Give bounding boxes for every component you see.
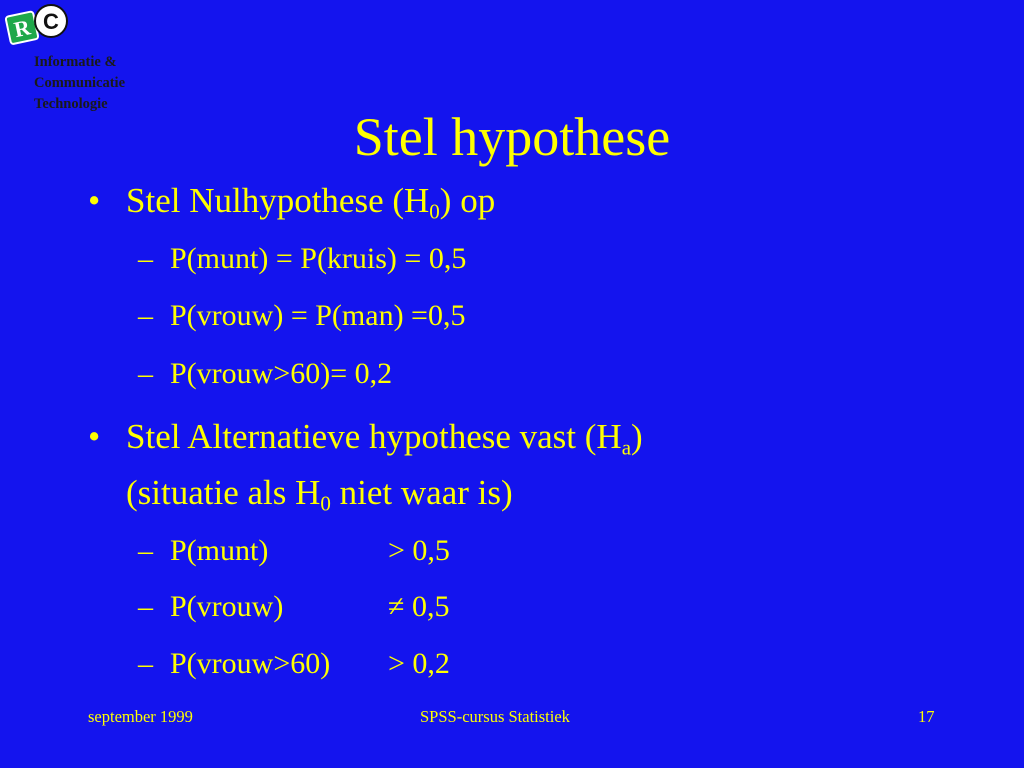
subitem-relation: > 0,5	[388, 534, 450, 567]
dash-glyph: –	[138, 357, 153, 390]
bullet-text: (situatie als H	[126, 473, 321, 512]
bullet-text: )	[631, 417, 643, 456]
logo-letter-r: R	[11, 14, 33, 43]
subitem	[138, 645, 450, 683]
rc-logo	[4, 2, 74, 48]
subitem-text: P(vrouw>60)= 0,2	[170, 357, 393, 390]
bullet-glyph: •	[88, 181, 101, 220]
footer-date: september 1999	[88, 707, 193, 726]
footer-page-number: 17	[918, 707, 935, 726]
subscript: 0	[320, 491, 331, 516]
slide-title: Stel hypothese	[353, 107, 671, 167]
subitem	[138, 588, 450, 626]
subitem	[138, 297, 466, 335]
subscript: a	[621, 435, 632, 460]
subitem-label: P(munt)	[170, 534, 269, 567]
dash-glyph: –	[138, 242, 153, 275]
subitem	[138, 355, 393, 393]
subitem-text: P(vrouw) = P(man) =0,5	[170, 299, 466, 332]
org-line: Informatie &	[34, 54, 117, 70]
bullet-item-alternative-hypothesis	[88, 416, 643, 460]
subitem	[138, 532, 450, 570]
dash-glyph: –	[138, 299, 153, 332]
subitem-relation: ≠ 0,5	[388, 590, 450, 623]
subitem-label: P(vrouw>60)	[170, 647, 331, 680]
bullet-glyph: •	[88, 417, 101, 456]
logo-letter-c: C	[43, 9, 59, 34]
subitem-relation: > 0,2	[388, 647, 450, 680]
bullet-item-continuation	[126, 472, 513, 514]
bullet-item-null-hypothesis	[88, 180, 496, 224]
bullet-text: Stel Alternatieve hypothese vast (H	[126, 417, 622, 456]
dash-glyph: –	[138, 647, 153, 680]
dash-glyph: –	[138, 534, 153, 567]
subitem	[138, 240, 467, 278]
bullet-text: ) op	[439, 181, 496, 220]
subscript: 0	[429, 199, 440, 224]
org-line: Communicatie	[34, 75, 126, 91]
org-line: Technologie	[34, 96, 108, 112]
subitem-text: P(munt) = P(kruis) = 0,5	[170, 242, 467, 275]
footer-course: SPSS-cursus Statistiek	[420, 707, 570, 726]
bullet-text: Stel Nulhypothese (H	[126, 181, 430, 220]
bullet-text: niet waar is)	[330, 473, 513, 512]
subitem-label: P(vrouw)	[170, 590, 284, 623]
dash-glyph: –	[138, 590, 153, 623]
